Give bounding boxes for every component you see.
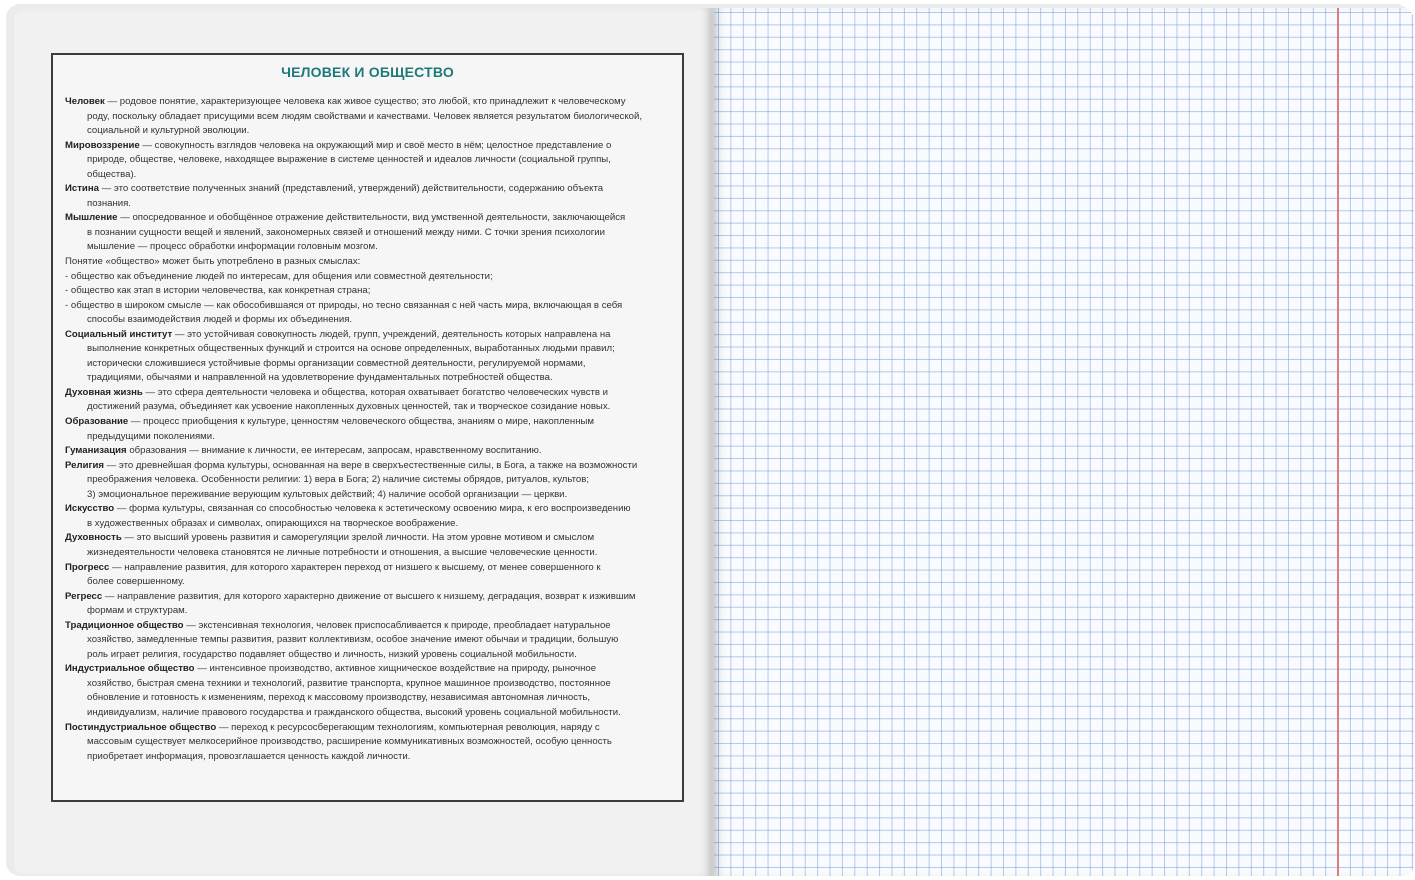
entry-first-line bbox=[65, 502, 672, 517]
entry-line: — это устойчивая совокупность людей, групп, учреждений, деятельность которых направлена на bbox=[174, 328, 611, 340]
entry-line: формам и структурам. bbox=[87, 605, 188, 617]
reference-title: ЧЕЛОВЕК И ОБЩЕСТВО bbox=[281, 64, 454, 80]
entry-line: преображения человека. Особенности религии: 1) вера в Бога; 2) наличие системы обрядов, ритуалов, культов; bbox=[87, 474, 590, 486]
entry-term: Индустриальное общество bbox=[65, 663, 195, 675]
entry-line: — опосредованное и обобщённое отражение действительности, вид умственной деятельности, заключающейся bbox=[120, 212, 626, 224]
entry-term: Мышление bbox=[65, 212, 118, 224]
entry-line: приобретает информация, провозглашается ценность каждой личности. bbox=[87, 750, 411, 762]
entry-line: образования — внимание к личности, ее интересам, запросам, нравственному воспитанию. bbox=[129, 445, 542, 457]
glossary-entry bbox=[65, 328, 672, 386]
entry-line: социальной и культурной эволюции. bbox=[87, 125, 250, 137]
entry-line: достижений разума, объединяет как усвоение накопленных духовных ценностей, так и творческое созидание новых. bbox=[87, 401, 611, 413]
entry-line: предыдущими поколениями. bbox=[87, 430, 215, 442]
entry-first-line bbox=[65, 459, 672, 474]
entry-line: в познании сущности вещей и явлений, закономерных связей и отношений между ними. С точки зрения психологии bbox=[87, 226, 606, 238]
entry-term: Гуманизация bbox=[65, 445, 127, 457]
entry-first-line bbox=[65, 386, 672, 401]
entry-first-line bbox=[65, 415, 672, 430]
entry-term: Постиндустриальное общество bbox=[65, 721, 217, 733]
entry-term: Прогресс bbox=[65, 561, 110, 573]
entry-first-line bbox=[65, 721, 672, 736]
entry-first-line bbox=[65, 619, 672, 634]
entry-line: — родовое понятие, характеризующее человека как живое существо; это любой, кто принадлежит к человеческому bbox=[107, 96, 626, 107]
entry-line: обновление и готовность к изменениям, переход к массовому производству, независимая автономная личность, bbox=[87, 692, 591, 704]
entry-line: природе, обществе, человеке, находящее выражение в системе ценностей и идеалов личности (социальной группы, bbox=[87, 154, 611, 166]
glossary-entry bbox=[65, 95, 672, 139]
entry-line: — процесс приобщения к культуре, ценностям человеческого общества, знаниям о мире, накопленным bbox=[130, 416, 594, 428]
entry-term: Регресс bbox=[65, 590, 103, 602]
entry-line: познания. bbox=[87, 197, 131, 209]
glossary-entry bbox=[65, 459, 672, 503]
entry-line: роду, поскольку обладает присущими всем людям свойствами и качествами. Человек является результатом биологической, bbox=[87, 110, 642, 122]
entry-line: — форма культуры, связанная со способностью человека к эстетическому освоению мира, к его воспроизведению bbox=[116, 503, 631, 515]
entry-line: хозяйство, замедленные темпы развития, развит коллективизм, особое значение имеют обычаи и традиции, большую bbox=[87, 634, 619, 646]
entry-line: роль играет религия, государство подавляет общество и личность, низкий уровень социальной мобильности. bbox=[87, 648, 577, 660]
entry-first-line bbox=[65, 139, 672, 154]
entry-line: массовым существует мелкосерийное производство, расширение коммуникативных возможностей, особую ценность bbox=[87, 736, 612, 748]
glossary-entry bbox=[65, 590, 672, 619]
entry-first-line bbox=[65, 211, 672, 226]
glossary-entry bbox=[65, 299, 672, 328]
entry-line: — совокупность взглядов человека на окружающий мир и своё место в нём; целостное представление о bbox=[142, 139, 612, 151]
entry-line: — экстенсивная технология, человек приспосабливается к природе, преобладает натуральное bbox=[186, 619, 611, 631]
entry-line: — это соответствие полученных знаний (представлений, утверждений) действительности, содержанию объекта bbox=[101, 183, 604, 195]
entry-line: 3) эмоциональное переживание верующим культовых действий; 4) наличие особой организации — церкви. bbox=[87, 488, 568, 500]
glossary-entry bbox=[65, 444, 672, 459]
glossary-entry bbox=[65, 386, 672, 415]
entry-first-line bbox=[65, 95, 672, 110]
entry-line: — интенсивное производство, активное хищническое воздействие на природу, рыночное bbox=[197, 663, 597, 675]
glossary-entry bbox=[65, 531, 672, 560]
glossary-entry bbox=[65, 619, 672, 663]
entry-line: выполнение конкретных общественных функций и строится на основе определенных, выработанных людьми правил; bbox=[87, 343, 615, 355]
entry-term: Духовная жизнь bbox=[65, 386, 143, 398]
entry-term: Мировоззрение bbox=[65, 139, 140, 151]
glossary-entry bbox=[65, 255, 672, 270]
entry-line: более совершенному. bbox=[87, 576, 185, 588]
glossary-entry bbox=[65, 502, 672, 531]
entry-term: Социальный институт bbox=[65, 328, 173, 340]
entry-line: Понятие «общество» может быть употреблено в разных смыслах: bbox=[65, 256, 361, 268]
glossary-entry bbox=[65, 270, 672, 285]
graph-paper-page bbox=[714, 8, 1414, 876]
entry-line: традициями, обычаями и направленной на удовлетворение фундаментальных потребностей общества. bbox=[87, 372, 553, 384]
entry-term: Духовность bbox=[65, 532, 122, 544]
entry-term: Человек bbox=[65, 96, 105, 107]
glossary-entry bbox=[65, 561, 672, 590]
glossary-entry bbox=[65, 139, 672, 183]
entry-line: способы взаимодействия людей и формы их объединения. bbox=[87, 314, 353, 326]
reference-box bbox=[51, 53, 684, 802]
reference-entries bbox=[65, 95, 672, 764]
glossary-entry bbox=[65, 415, 672, 444]
entry-line: общества). bbox=[87, 168, 137, 180]
entry-first-line bbox=[65, 444, 672, 459]
red-margin-line bbox=[1337, 8, 1339, 876]
entry-first-line bbox=[65, 328, 672, 343]
entry-line: индивидуализм, наличие правового государства и гражданского общества, высокий уровень социальной мобильности. bbox=[87, 706, 621, 718]
entry-line: — направление развития, для которого характерно движение от высшего к низшему, деградация, возврат к изжившим bbox=[104, 590, 636, 602]
glossary-entry bbox=[65, 284, 672, 299]
entry-term: Религия bbox=[65, 459, 104, 471]
glossary-entry bbox=[65, 211, 672, 255]
entry-line: в художественных образах и символах, опирающихся на творческое воображение. bbox=[87, 517, 459, 529]
entry-term: Искусство bbox=[65, 503, 115, 515]
entry-term: Истина bbox=[65, 183, 99, 195]
entry-term: Образование bbox=[65, 416, 129, 428]
entry-line: жизнедеятельности человека становятся не личные потребности и отношения, а высшие человеческие ценности. bbox=[87, 546, 598, 558]
entry-first-line bbox=[65, 561, 672, 576]
entry-line: — это высший уровень развития и саморегуляции зрелой личности. На этом уровне мотивом и смыслом bbox=[124, 532, 595, 544]
entry-line: - общество как объединение людей по интересам, для общения или совместной деятельности; bbox=[65, 270, 493, 282]
entry-line: — это сфера деятельности человека и общества, которая охватывает богатство человеческих чувств и bbox=[145, 386, 609, 398]
entry-line: - общество в широком смысле — как обособившаяся от природы, но тесно связанная с ней часть мира, включающая в себя bbox=[65, 299, 623, 311]
entry-line: хозяйство, быстрая смена техники и технологий, развитие транспорта, крупное машинное производство, постоянное bbox=[87, 677, 611, 689]
entry-line: — это древнейшая форма культуры, основанная на вере в сверхъестественные силы, в Бога, а также на возможности bbox=[106, 459, 638, 471]
entry-line: мышление — процесс обработки информации головным мозгом. bbox=[87, 241, 378, 253]
glossary-entry bbox=[65, 721, 672, 765]
entry-line: — переход к ресурсосберегающим технологиям, компьютерная революция, наряду с bbox=[218, 721, 600, 733]
entry-first-line bbox=[65, 662, 672, 677]
glossary-entry bbox=[65, 182, 672, 211]
entry-first-line bbox=[65, 590, 672, 605]
entry-line: исторически сложившиеся устойчивые формы организации совместной деятельности, регулируемой нормами, bbox=[87, 357, 586, 369]
entry-term: Традиционное общество bbox=[65, 619, 184, 631]
glossary-entry bbox=[65, 662, 672, 720]
entry-line: — направление развития, для которого характерен переход от низшего к высшему, от менее совершенного к bbox=[112, 561, 601, 573]
entry-line: - общество как этап в истории человечества, как конкретная страна; bbox=[65, 285, 371, 297]
entry-first-line bbox=[65, 182, 672, 197]
entry-first-line bbox=[65, 531, 672, 546]
